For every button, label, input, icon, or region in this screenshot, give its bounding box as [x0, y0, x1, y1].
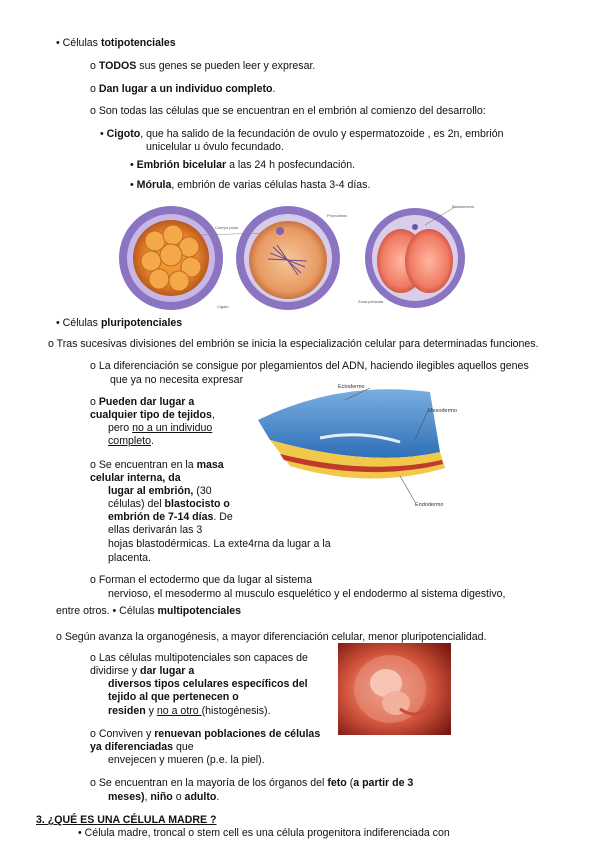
- label-ectodermo: Ectodermo: [338, 384, 365, 390]
- label-pronucleos: Pronúcleos: [327, 213, 348, 218]
- bullet-morula: • Mórula, embrión de varias células hasta 3-4 días.: [130, 179, 371, 191]
- germ-layers-figure: [250, 380, 510, 508]
- fetus-figure: [338, 643, 451, 735]
- embryo-stages-svg: [115, 203, 475, 313]
- bullet-cigoto: • Cigoto, que ha salido de la fecundación de ovulo y espermatozoide , es 2n, embrión: [100, 128, 504, 140]
- masa-line8: placenta.: [108, 552, 151, 564]
- label-cuerpo-polar: Cuerpo polar: [215, 225, 239, 230]
- masa-line4: células) del blastocisto o: [108, 498, 230, 510]
- masa-line7: hojas blastodérmicas. La exte4rna da lugar a la: [108, 538, 331, 550]
- masa-line2: celular interna, da: [90, 472, 181, 484]
- label-cigoto: Cigoto: [217, 304, 229, 309]
- section3-line1: • Célula madre, troncal o stem cell es una célula progenitora indiferenciada con: [78, 827, 450, 839]
- pluripotent-heading: • Células pluripotenciales: [56, 317, 183, 329]
- multipotent-intro: o Según avanza la organogénesis, a mayor diferenciación celular, menor pluripotencialidad.: [56, 631, 487, 643]
- embryo-stages-figure: [115, 203, 475, 313]
- forman-line3: entre otros. • Células multipotenciales: [56, 605, 242, 617]
- forman-line1: o Forman el ectodermo que da lugar al sistema: [90, 574, 312, 586]
- totipotent-point-embrion: o Son todas las células que se encuentran en el embrión al comienzo del desarrollo:: [90, 105, 486, 117]
- bullet-bicelular: • Embrión bicelular a las 24 h posfecundación.: [130, 159, 356, 171]
- forman-line2: nervioso, el mesodermo al musculo esquelético y el endodermo al sistema digestivo,: [108, 588, 506, 600]
- label-blastomeros: Blastómeros: [452, 204, 475, 209]
- polar-body: [276, 227, 284, 235]
- label-endodermo: Endodermo: [415, 502, 444, 508]
- capaces-line1: o Las células multipotenciales son capaces de: [90, 652, 308, 664]
- capaces-line5: residen y no a otro (histogénesis).: [108, 705, 271, 717]
- label-zona-pelucida: Zona pelúcida: [358, 299, 384, 304]
- totipotent-heading: • Células totipotenciales: [56, 37, 176, 49]
- organos-line2: meses), niño o adulto.: [108, 791, 220, 803]
- conviven-line3: envejecen y mueren (p.e. la piel).: [108, 754, 265, 766]
- label-mesodermo: Mesodermo: [428, 408, 458, 414]
- conviven-line2: ya diferenciadas que: [90, 741, 194, 753]
- fetus-svg: [338, 643, 451, 735]
- label-line-endodermo: [400, 476, 415, 502]
- masa-line1: o Se encuentran en la masa: [90, 459, 224, 471]
- totipotent-point-genes: o TODOS sus genes se pueden leer y expresar.: [90, 60, 316, 72]
- pluripotent-diff-line2: que ya no necesita expresar: [110, 374, 244, 386]
- tejidos-line1: o Pueden dar lugar a: [90, 396, 195, 408]
- masa-line6: ellas derivarán las 3: [108, 524, 203, 536]
- tejidos-line4: completo.: [108, 435, 154, 447]
- pluripotent-diff-line1: o La diferenciación se consigue por plegamientos del ADN, haciendo ilegibles aquellos genes: [90, 360, 529, 372]
- masa-line3: lugar al embrión, (30: [108, 485, 212, 497]
- organos-line1: o Se encuentran en la mayoría de los órganos del feto (a partir de 3: [90, 777, 414, 789]
- masa-line5: embrión de 7-14 días. De: [108, 511, 233, 523]
- germ-layers-svg: [250, 380, 510, 508]
- capaces-line4: tejido al que pertenecen o: [108, 691, 239, 703]
- totipotent-point-individuo: o Dan lugar a un individuo completo.: [90, 83, 276, 95]
- section3-heading: 3. ¿QUÉ ES UNA CÉLULA MADRE ?: [36, 814, 217, 826]
- tejidos-line3: pero no a un individuo: [108, 422, 213, 434]
- bullet-cigoto-line2: unicelular u óvulo fecundado.: [146, 141, 284, 153]
- tejidos-line2: cualquier tipo de tejidos,: [90, 409, 215, 421]
- pluripotent-intro: o Tras sucesivas divisiones del embrión se inicia la especialización celular para determinadas funciones.: [48, 338, 539, 350]
- capaces-line3: diversos tipos celulares específicos del: [108, 678, 308, 690]
- capaces-line2: dividirse y dar lugar a: [90, 665, 195, 677]
- twocell-polar: [412, 224, 418, 230]
- blastomere-right: [405, 229, 453, 293]
- conviven-line1: o Conviven y renuevan poblaciones de células: [90, 728, 321, 740]
